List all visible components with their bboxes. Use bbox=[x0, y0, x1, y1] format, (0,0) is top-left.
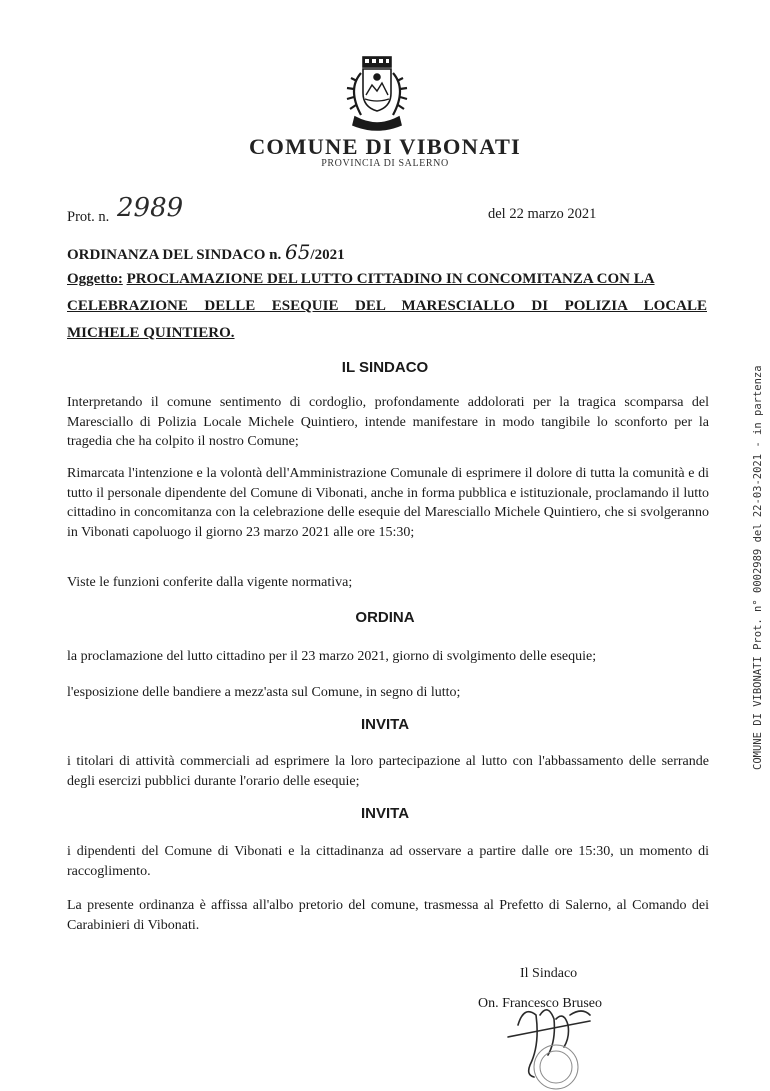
paragraph-bandiere: l'esposizione delle bandiere a mezz'asta sul Comune, in segno di lutto; bbox=[67, 685, 461, 700]
document-date: del 22 marzo 2021 bbox=[488, 206, 597, 222]
protocol-label: Prot. n. bbox=[67, 209, 110, 225]
signature-title: Il Sindaco bbox=[520, 966, 578, 981]
oggetto-block bbox=[67, 266, 707, 347]
oggetto-line-2: CELEBRAZIONE DELLE ESEQUIE DEL MARESCIALLO DI POLIZIA LOCALE bbox=[67, 298, 707, 314]
paragraph-cordoglio: Interpretando il comune sentimento di cordoglio, profondamente addolorati per la tragica scomparsa del Maresciallo di Polizia Locale Michele Quintiero, intende manifestare in modo tangibile lo sconforto per la tragedia che ha colpito il nostro Comune; bbox=[67, 395, 709, 449]
paragraph-raccoglimento: i dipendenti del Comune di Vibonati e la cittadinanza ad osservare a partire dalle ore 15:30, un momento di raccoglimento. bbox=[67, 844, 709, 879]
ordinanza-year: /2021 bbox=[310, 247, 345, 263]
ordinanza-heading bbox=[67, 240, 345, 264]
paragraph-viste: Viste le funzioni conferite dalla vigente normativa; bbox=[67, 575, 353, 590]
heading-invita-1: INVITA bbox=[360, 716, 410, 733]
signatory-name: On. Francesco Bruseo bbox=[478, 996, 603, 1011]
comune-title: COMUNE DI VIBONATI bbox=[248, 134, 522, 159]
side-stamp-text: COMUNE DI VIBONATI Prot. n° 0002989 del 22-03-2021 - in partenza bbox=[752, 365, 764, 770]
oggetto-line-1: PROCLAMAZIONE DEL LUTTO CITTADINO IN CONCOMITANZA CON LA bbox=[126, 271, 655, 287]
oggetto-label: Oggetto: bbox=[67, 271, 123, 287]
paragraph-proclamazione: la proclamazione del lutto cittadino per il 23 marzo 2021, giorno di svolgimento delle esequie; bbox=[67, 649, 597, 664]
ordinanza-prefix: ORDINANZA DEL SINDACO n. bbox=[67, 247, 282, 263]
provincia-subtitle: PROVINCIA DI SALERNO bbox=[321, 158, 449, 169]
heading-ordina: ORDINA bbox=[355, 609, 415, 626]
municipal-crest-icon bbox=[341, 55, 413, 135]
handwritten-signature-icon bbox=[478, 985, 628, 1091]
paragraph-affissione: La presente ordinanza è affissa all'albo pretorio del comune, trasmessa al Prefetto di Salerno, al Comando dei Carabinieri di Vibonati. bbox=[67, 898, 709, 933]
ordinanza-number: 65 bbox=[284, 240, 311, 264]
heading-il-sindaco: IL SINDACO bbox=[341, 359, 429, 376]
protocol-number: 2989 bbox=[117, 193, 184, 223]
oggetto-line-3: MICHELE QUINTIERO. bbox=[67, 325, 235, 341]
paragraph-rimarcata: Rimarcata l'intenzione e la volontà dell'Amministrazione Comunale di esprimere il dolore di tutta la comunità e di tutto il personale dipendente del Comune di Vibonati, anche in forma pubblica e istituzionale, proclamando il lutto cittadino in concomitanza con la celebrazione delle esequie del Maresciallo Michele Quintiero, che si svolgeranno in Vibonati capoluogo il giorno 23 marzo 2021 alle ore 15:30; bbox=[67, 466, 709, 540]
side-protocol-stamp bbox=[752, 320, 768, 770]
heading-invita-2: INVITA bbox=[360, 805, 410, 822]
paragraph-commercianti: i titolari di attività commerciali ad esprimere la loro partecipazione al lutto con l'abbassamento delle serrande degli esercizi pubblici durante l'orario delle esequie; bbox=[67, 754, 709, 789]
